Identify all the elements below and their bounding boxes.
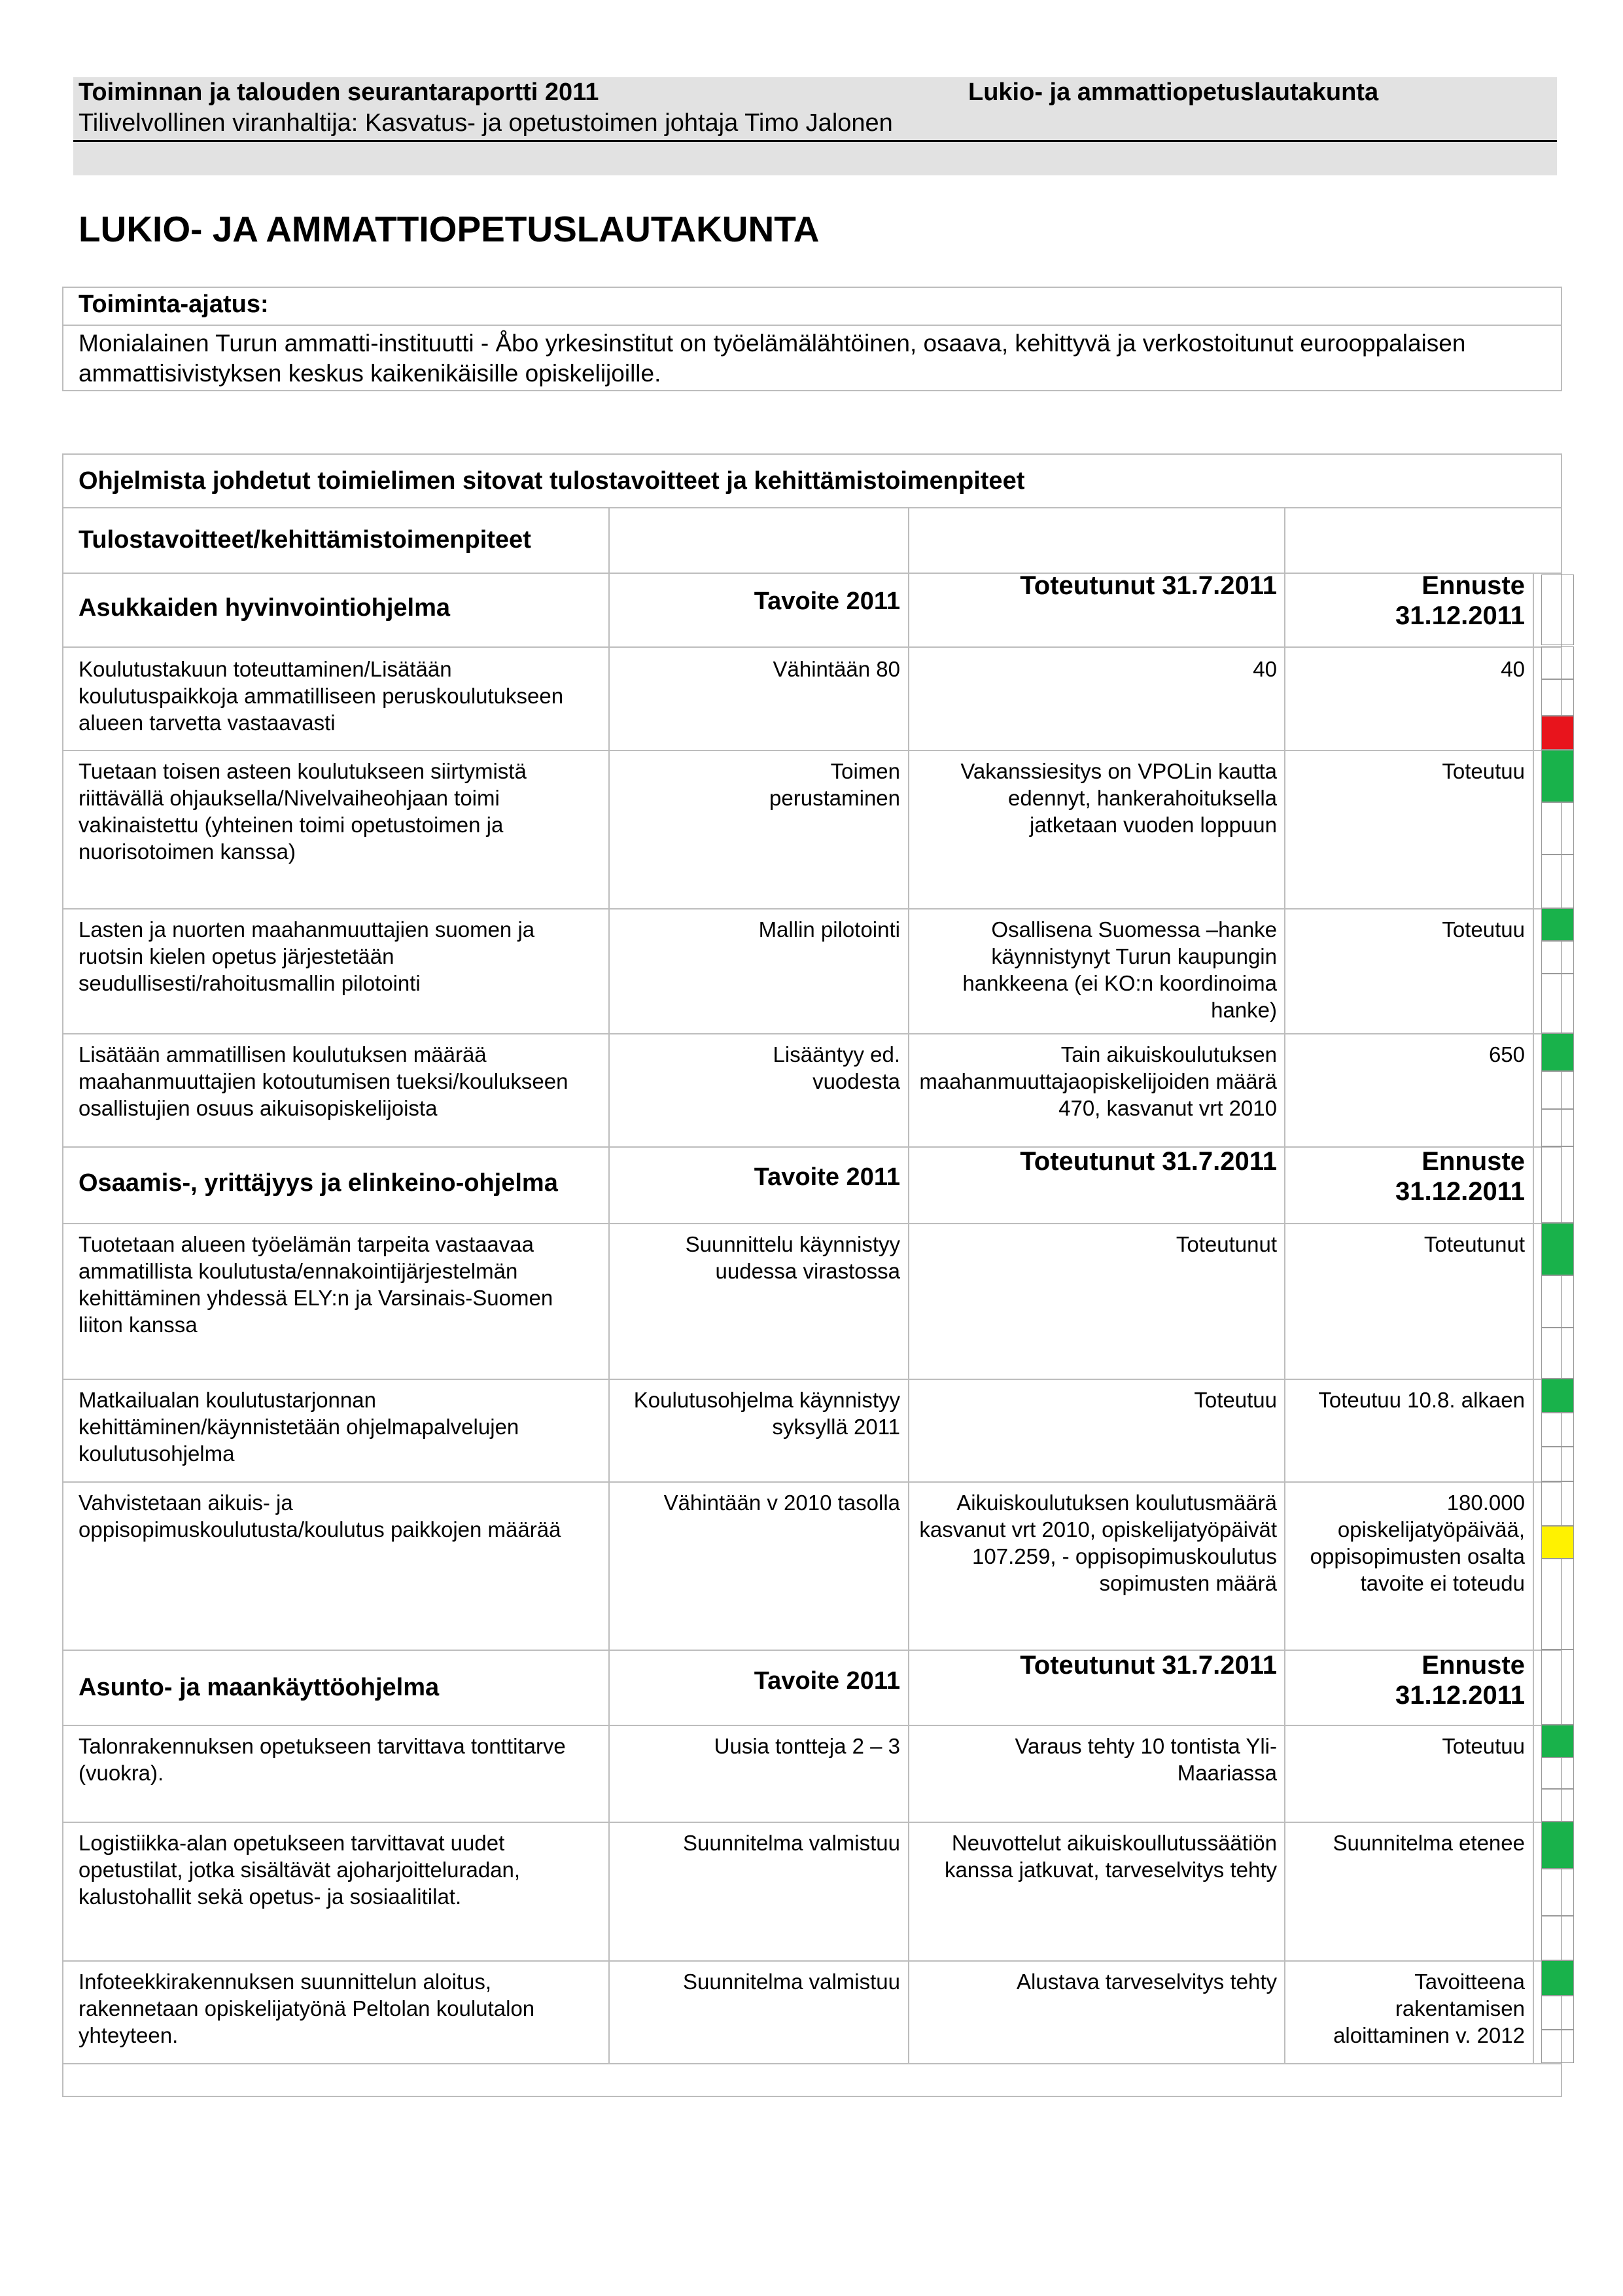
mission-text: Monialainen Turun ammatti-instituutti - Åbo yrkesinstitut on työelämälähtöinen, osaava, kehittyvä ja verkostoitunut eurooppalaisen ammattisivistyksen keskus kaikenikäisille opiskelijoille.: [79, 330, 1466, 387]
goal-text: Koulutustakuun toteuttaminen/Lisätään koulutuspaikkoja ammatilliseen peruskoulutukseen alueen tarvetta vastaavasti: [79, 657, 564, 735]
status-cell-empty: [1541, 1869, 1574, 1916]
table-col-line: [1533, 573, 1534, 2064]
target-value: Toimen perustaminen: [769, 759, 900, 810]
forecast-value: 650: [1488, 1042, 1525, 1067]
col-header-forecast: Ennuste 31.12.2011: [1395, 571, 1525, 630]
status-cell-empty: [1541, 1146, 1574, 1223]
table-row-line: [62, 1822, 1562, 1823]
table-row-line: [62, 2096, 1562, 2097]
status-cell-empty: [1541, 646, 1574, 679]
target-value: Vähintään 80: [773, 657, 900, 681]
actual-value: Neuvottelut aikuiskoullutussäätiön kanssa jatkuvat, tarveselvitys tehty: [944, 1831, 1277, 1882]
forecast-value: Toteutuu: [1442, 917, 1525, 942]
target-value: Suunnitelma valmistuu: [683, 1831, 900, 1855]
status-indicator: [1541, 1223, 1574, 1275]
table-subtitle: Tulostavoitteet/kehittämistoimenpiteet: [79, 526, 531, 554]
status-cell-empty: [1541, 1481, 1574, 1526]
col-header-forecast: Ennuste 31.12.2011: [1395, 1147, 1525, 1206]
table-col-line: [608, 507, 610, 2064]
status-cell-empty: [1541, 1413, 1574, 1447]
target-value: Suunnitelma valmistuu: [683, 1969, 900, 1994]
table-row-line: [62, 1033, 1562, 1034]
goal-text: Logistiikka-alan opetukseen tarvittavat uudet opetustilat, jotka sisältävät ajoharjoitteluradan, kalustohallit sekä opetus- ja sosiaalitilat.: [79, 1831, 521, 1909]
table-title: Ohjelmista johdetut toimielimen sitovat tulostavoitteet ja kehittämistoimenpiteet: [79, 467, 1025, 495]
forecast-value: Toteutuu: [1442, 1734, 1525, 1758]
status-cell-empty: [1541, 2030, 1574, 2063]
table-row-line: [62, 507, 1562, 508]
col-header-forecast: Ennuste 31.12.2011: [1395, 1651, 1525, 1710]
board-name: Lukio- ja ammattiopetuslautakunta: [968, 79, 1379, 106]
target-value: Lisääntyy ed. vuodesta: [773, 1042, 900, 1093]
col-header-target: Tavoite 2011: [754, 1667, 900, 1695]
table-row-line: [62, 1481, 1562, 1483]
status-indicator: [1541, 750, 1574, 802]
forecast-value: Suunnitelma etenee: [1333, 1831, 1525, 1855]
goal-text: Lasten ja nuorten maahanmuuttajien suomen ja ruotsin kielen opetus järjestetään seudullisesti/rahoitusmallin pilotointi: [79, 917, 535, 995]
section-title: Asukkaiden hyvinvointiohjelma: [79, 594, 451, 622]
col-header-target: Tavoite 2011: [754, 1163, 900, 1191]
status-cell-empty: [1541, 1757, 1574, 1789]
status-indicator: [1541, 1822, 1574, 1869]
target-value: Mallin pilotointi: [758, 917, 900, 942]
goal-text: Tuetaan toisen asteen koulutukseen siirtymistä riittävällä ohjauksella/Nivelvaiheohjaan toimi vakinaistettu (yhteinen toimi opetustoimen ja nuorisotoimen kanssa): [79, 759, 527, 864]
status-indicator: [1541, 1960, 1574, 1996]
table-border-left: [62, 453, 63, 2097]
actual-value: Toteutuu: [1194, 1388, 1277, 1412]
forecast-value: 40: [1501, 657, 1525, 681]
target-value: Suunnittelu käynnistyy uudessa virastossa: [685, 1232, 900, 1283]
status-indicator: [1541, 1526, 1574, 1559]
mission-divider: [62, 325, 1562, 326]
status-cell-empty: [1541, 679, 1574, 716]
actual-value: Vakanssiesitys on VPOLin kautta edennyt, hankerahoituksella jatketaan vuoden loppuun: [960, 759, 1277, 837]
goal-text: Talonrakennuksen opetukseen tarvittava tonttitarve (vuokra).: [79, 1734, 566, 1785]
status-cell-empty: [1541, 1916, 1574, 1960]
table-row-line: [62, 750, 1562, 751]
status-cell-empty: [1541, 802, 1574, 855]
table-row-line: [62, 1223, 1562, 1224]
forecast-value: Toteutunut: [1423, 1232, 1525, 1256]
table-row-line: [62, 2063, 1562, 2064]
status-cell-empty: [1541, 1559, 1574, 1650]
mission-label: Toiminta-ajatus:: [79, 291, 269, 318]
header-divider: [73, 140, 1557, 142]
status-cell-empty: [1541, 1447, 1574, 1481]
status-indicator: [1541, 1033, 1574, 1071]
goal-text: Vahvistetaan aikuis- ja oppisopimuskoulutusta/koulutus paikkojen määrää: [79, 1491, 561, 1542]
status-cell-empty: [1541, 1789, 1574, 1822]
table-row-line: [62, 453, 1562, 455]
forecast-value: Toteutuu: [1442, 759, 1525, 783]
forecast-value: Tavoitteena rakentamisen aloittaminen v. 2012: [1333, 1969, 1525, 2047]
section-title: Osaamis-, yrittäjyys ja elinkeino-ohjelma: [79, 1169, 558, 1197]
actual-value: Aikuiskoulutuksen koulutusmäärä kasvanut vrt 2010, opiskelijatyöpäivät 107.259, - oppisopimuskoulutus sopimusten määrä: [919, 1491, 1277, 1595]
actual-value: Osallisena Suomessa –hanke käynnistynyt Turun kaupungin hankkeena (ei KO:n koordinoima hanke): [962, 917, 1277, 1022]
actual-value: Varaus tehty 10 tontista Yli-Maariassa: [1015, 1734, 1277, 1785]
status-cell-empty: [1541, 1071, 1574, 1109]
actual-value: Alustava tarveselvitys tehty: [1017, 1969, 1277, 1994]
status-indicator: [1541, 908, 1574, 941]
goal-text: Tuotetaan alueen työelämän tarpeita vastaavaa ammatillista koulutusta/ennakointijärjestelmän kehittäminen yhdessä ELY:n ja Varsinais-Suomen liiton kanssa: [79, 1232, 553, 1337]
table-row-line: [62, 1379, 1562, 1380]
table-row-line: [62, 1725, 1562, 1726]
status-cell-empty: [1541, 1650, 1574, 1725]
actual-value: 40: [1253, 657, 1277, 681]
goal-text: Infoteekkirakennuksen suunnittelun aloitus, rakennetaan opiskelijatyönä Peltolan koulutalon yhteyteen.: [79, 1969, 535, 2047]
status-indicator: [1541, 716, 1574, 750]
responsible-official: Tilivelvollinen viranhaltija: Kasvatus- ja opetustoimen johtaja Timo Jalonen: [79, 109, 893, 137]
table-row-line: [62, 646, 1562, 648]
col-header-target: Tavoite 2011: [754, 588, 900, 615]
page-title: LUKIO- JA AMMATTIOPETUSLAUTAKUNTA: [79, 209, 820, 249]
status-cell-empty: [1541, 1109, 1574, 1146]
actual-value: Toteutunut: [1176, 1232, 1277, 1256]
target-value: Vähintään v 2010 tasolla: [663, 1491, 900, 1515]
col-header-actual: Toteutunut 31.7.2011: [1020, 571, 1277, 600]
forecast-value: 180.000 opiskelijatyöpäivää, oppisopimusten osalta tavoite ei toteudu: [1310, 1491, 1525, 1595]
section-title: Asunto- ja maankäyttöohjelma: [79, 1674, 440, 1701]
forecast-value: Toteutuu 10.8. alkaen: [1318, 1388, 1525, 1412]
goal-text: Lisätään ammatillisen koulutuksen määrää maahanmuuttajien kotoutumisen tueksi/koulukseen osallistujien osuus aikuisopiskelijoista: [79, 1042, 568, 1120]
status-cell-empty: [1541, 1275, 1574, 1328]
status-cell-empty: [1541, 574, 1574, 645]
status-indicator: [1541, 1725, 1574, 1757]
col-header-actual: Toteutunut 31.7.2011: [1020, 1651, 1277, 1680]
status-cell-empty: [1541, 1328, 1574, 1379]
table-col-line: [908, 507, 909, 2064]
table-row-line: [62, 1960, 1562, 1962]
goal-text: Matkailualan koulutustarjonnan kehittäminen/käynnistetään ohjelmapalvelujen koulutusohjelma: [79, 1388, 519, 1466]
target-value: Koulutusohjelma käynnistyy syksyllä 2011: [633, 1388, 900, 1439]
status-cell-empty: [1541, 1996, 1574, 2030]
report-title: Toiminnan ja talouden seurantaraportti 2011: [79, 79, 599, 106]
status-indicator: [1541, 1379, 1574, 1413]
table-row-line: [62, 908, 1562, 910]
status-cell-empty: [1541, 855, 1574, 908]
target-value: Uusia tontteja 2 – 3: [714, 1734, 900, 1758]
col-header-actual: Toteutunut 31.7.2011: [1020, 1147, 1277, 1176]
actual-value: Tain aikuiskoulutuksen maahanmuuttajaopiskelijoiden määrä 470, kasvanut vrt 2010: [919, 1042, 1277, 1120]
status-cell-empty: [1541, 941, 1574, 974]
status-cell-empty: [1541, 974, 1574, 1033]
table-col-line: [1284, 507, 1285, 2064]
